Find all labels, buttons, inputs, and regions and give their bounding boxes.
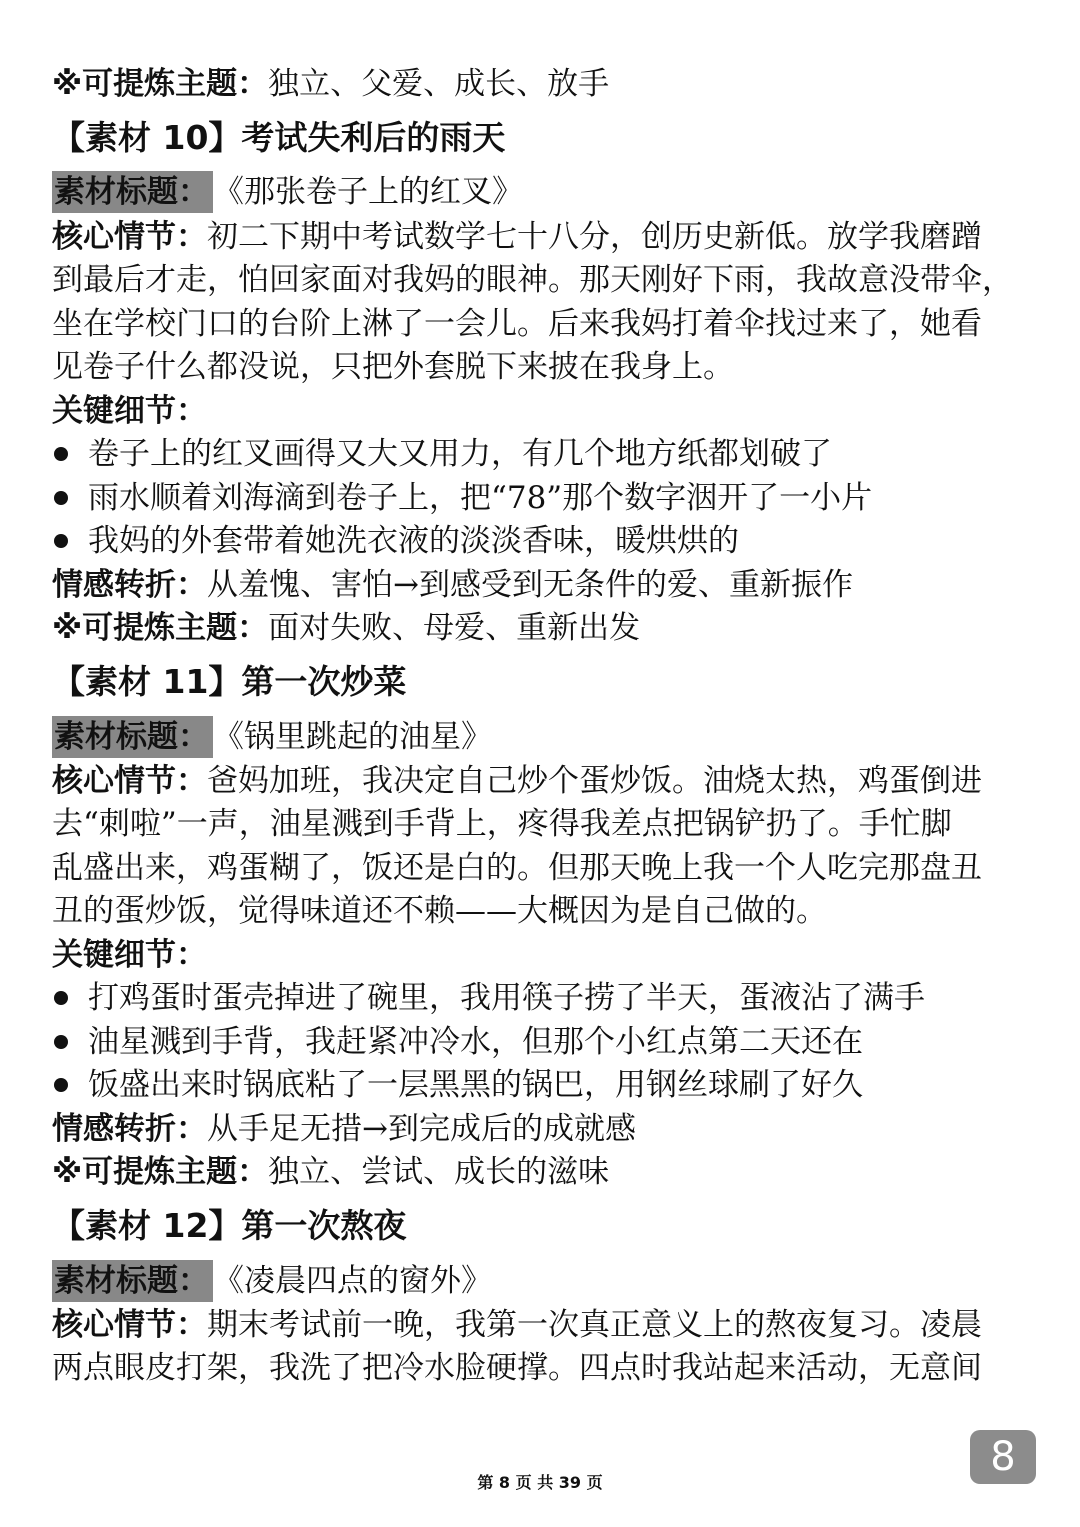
plot-label: 核心情节： [52, 1307, 207, 1343]
theme-label: ※可提炼主题： [52, 1154, 269, 1190]
title-line-10 [52, 171, 523, 213]
detail-item: 油星溅到手背，我赶紧冲冷水，但那个小红点第二天还在 [52, 1021, 863, 1063]
plot-line: 去“刺啦”一声，油星溅到手背上，疼得我差点把锅铲扔了。手忙脚 [52, 806, 952, 842]
plot-line: 见卷子什么都没说，只把外套脱下来披在我身上。 [52, 349, 734, 385]
theme-line-9 [52, 63, 609, 105]
title-line-12 [52, 1260, 492, 1302]
detail-item: 我妈的外套带着她洗衣液的淡淡香味，暖烘烘的 [52, 520, 739, 562]
bullet-icon [54, 491, 68, 505]
plot-line: 核心情节：爸妈加班，我决定自己炒个蛋炒饭。油烧太热，鸡蛋倒进 [52, 763, 982, 799]
theme-text: 独立、父爱、成长、放手 [268, 66, 610, 102]
turn-label: 情感转折： [52, 1111, 207, 1147]
bullet-icon [54, 1078, 68, 1092]
plot-line: 核心情节：期末考试前一晚，我第一次真正意义上的熬夜复习。凌晨 [52, 1307, 982, 1343]
plot-line: 核心情节：初二下期中考试数学七十八分，创历史新低。放学我磨蹭 [52, 219, 982, 255]
bullet-icon [54, 991, 68, 1005]
detail-item: 卷子上的红叉画得又大又用力，有几个地方纸都划破了 [52, 433, 832, 475]
theme-line: ※可提炼主题：独立、尝试、成长的滋味 [52, 1154, 610, 1190]
material-title: 《那张卷子上的红叉》 [213, 174, 523, 210]
plot-line: 两点眼皮打架，我洗了把冷水脸硬撑。四点时我站起来活动，无意间 [52, 1350, 982, 1386]
turn-line: 情感转折：从手足无措→到完成后的成就感 [52, 1111, 636, 1147]
detail-item: 饭盛出来时锅底粘了一层黑黑的锅巴，用钢丝球刷了好久 [52, 1064, 863, 1106]
plot-line: 坐在学校门口的台阶上淋了一会儿。后来我妈打着伞找过来了，她看 [52, 306, 982, 342]
bullet-icon [54, 447, 68, 461]
details-label: 关键细节： [52, 393, 207, 429]
title-label: 素材标题： [52, 716, 213, 758]
bullet-icon [54, 1035, 68, 1049]
material-title: 《凌晨四点的窗外》 [213, 1263, 492, 1299]
section-heading-11: 【素材 11】第一次炒菜 [52, 662, 407, 701]
plot-line: 丑的蛋炒饭，觉得味道还不赖——大概因为是自己做的。 [52, 893, 827, 929]
page-number-badge: 8 [970, 1430, 1036, 1484]
detail-item: 雨水顺着刘海滴到卷子上，把“78”那个数字洇开了一小片 [52, 477, 872, 519]
bullet-icon [54, 534, 68, 548]
title-label: 素材标题： [52, 1260, 213, 1302]
theme-label: ※可提炼主题： [52, 610, 269, 646]
plot-line: 乱盛出来，鸡蛋糊了，饭还是白的。但那天晚上我一个人吃完那盘丑 [52, 850, 982, 886]
turn-line: 情感转折：从羞愧、害怕→到感受到无条件的爱、重新振作 [52, 567, 853, 603]
details-label: 关键细节： [52, 937, 207, 973]
plot-line: 到最后才走，怕回家面对我妈的眼神。那天刚好下雨，我故意没带伞， [52, 262, 1013, 298]
material-title: 《锅里跳起的油星》 [213, 719, 492, 755]
detail-item: 打鸡蛋时蛋壳掉进了碗里，我用筷子捞了半天，蛋液沾了满手 [52, 977, 925, 1019]
turn-label: 情感转折： [52, 567, 207, 603]
section-heading-12: 【素材 12】第一次熬夜 [52, 1206, 407, 1245]
plot-label: 核心情节： [52, 763, 207, 799]
theme-line: ※可提炼主题：面对失败、母爱、重新出发 [52, 610, 641, 646]
theme-label: ※可提炼主题： [52, 66, 269, 102]
title-line-11 [52, 716, 492, 758]
title-label: 素材标题： [52, 171, 213, 213]
section-heading-10: 【素材 10】考试失利后的雨天 [52, 118, 506, 157]
plot-label: 核心情节： [52, 219, 207, 255]
page-footer: 第 8 页 共 39 页 [477, 1473, 603, 1492]
